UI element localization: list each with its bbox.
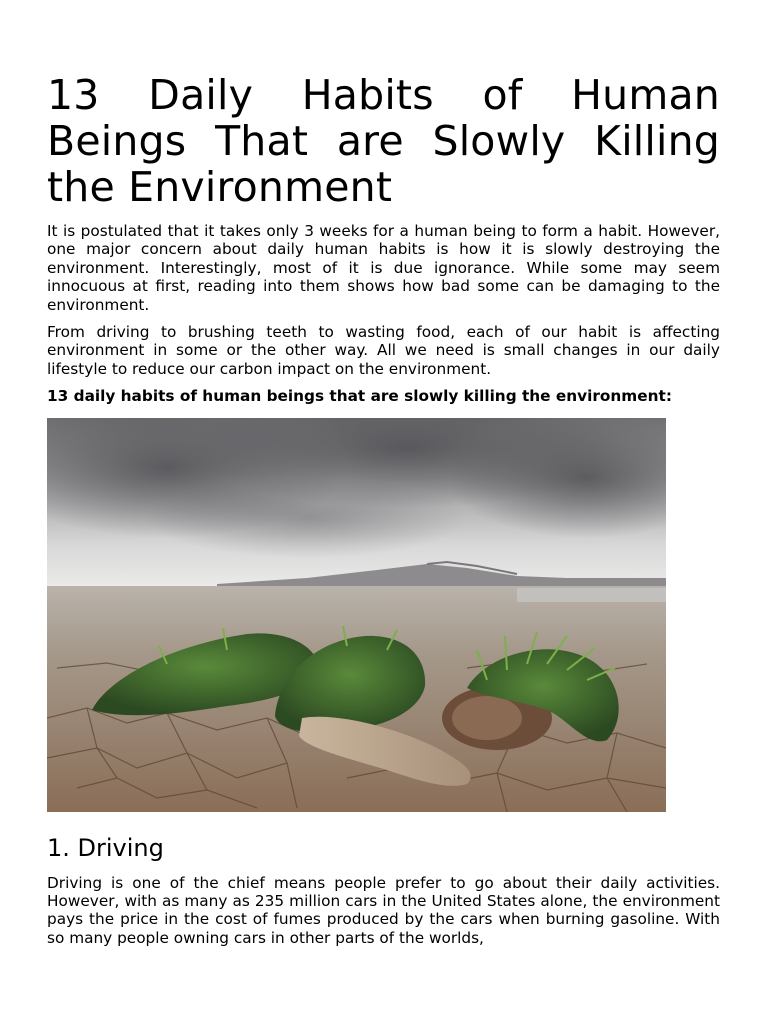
dry-land-figure-image [47, 418, 666, 812]
section-body-driving: Driving is one of the chief means people prefer to go about their daily activities. However, with as many as 235 million cars in the United States alone, the environment pays the price in the cost of fumes produced by the cars when burning gasoline. With so many people owning cars in other parts of the worlds, [47, 873, 720, 947]
article-body [47, 72, 720, 947]
section-heading-driving: 1. Driving [47, 833, 164, 862]
second-paragraph: From driving to brushing teeth to wasting food, each of our habit is affecting environment in some or the other way. All we need is small changes in our daily lifestyle to reduce our carbon impact on the environment. [47, 323, 720, 378]
article-title: 13 Daily Habits of Human Beings That are Slowly Killing the Environment [47, 71, 720, 211]
intro-paragraph: It is postulated that it takes only 3 weeks for a human being to form a habit. However, one major concern about daily human habits is how it is slowly destroying the environment. Interestingly, most of it is due ignorance. While some may seem innocuous at first, reading into them shows how bad some can be damaging to the environment. [47, 222, 720, 314]
list-lead-in: 13 daily habits of human beings that are slowly killing the environment: [47, 387, 672, 406]
